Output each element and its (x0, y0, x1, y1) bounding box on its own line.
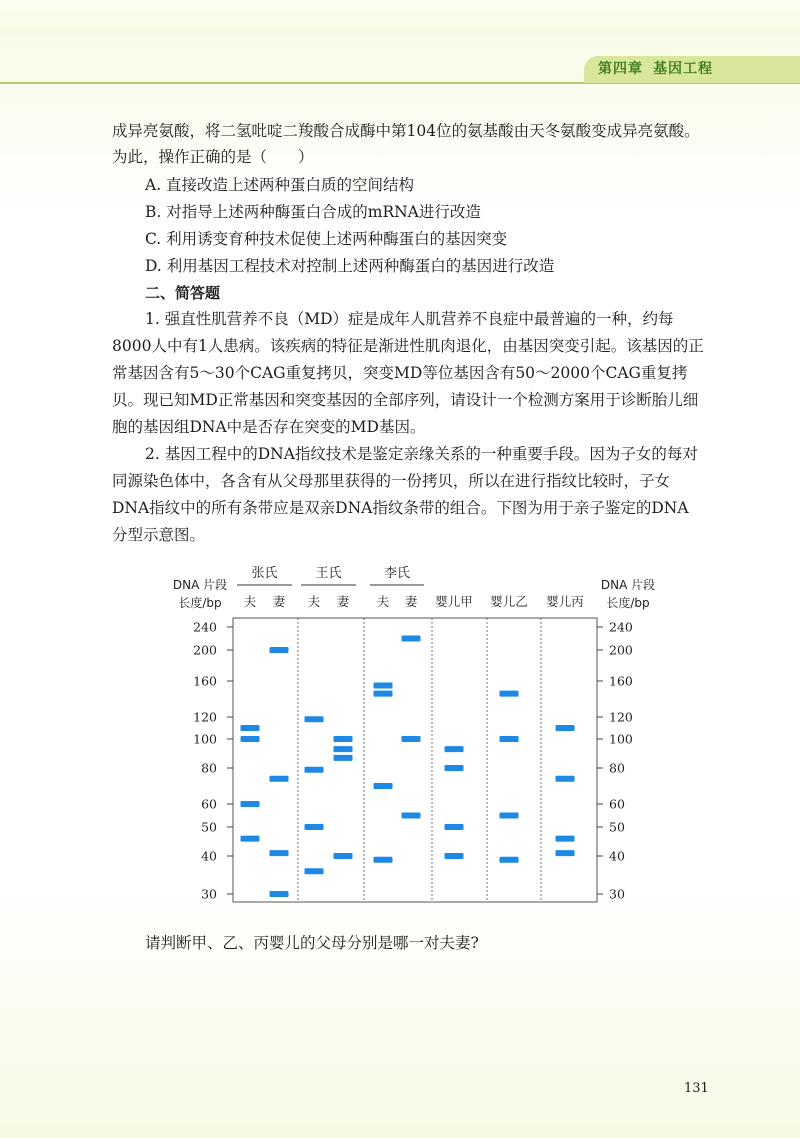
q1-line: 8000人中有1人患病。该疾病的特征是渐进性肌肉退化，由基因突变引起。该基因的正 (112, 337, 704, 355)
family-label: 王氏 (315, 566, 342, 581)
option-a: A. 直接改造上述两种蛋白质的空间结构 (145, 176, 415, 194)
dna-band (402, 813, 421, 819)
tick-label-left: 40 (201, 848, 217, 864)
family-label: 李氏 (383, 566, 411, 581)
lane-label: 婴儿乙 (490, 594, 528, 609)
tick-label-right: 40 (609, 848, 625, 864)
tick-label-left: 30 (201, 886, 217, 902)
lane-label: 婴儿丙 (546, 594, 584, 609)
question-line-2: 为此，操作正确的是（ ） (112, 148, 314, 166)
dna-band (374, 691, 393, 697)
dna-band (500, 813, 519, 819)
tick-label-right: 160 (609, 673, 633, 689)
tick-label-left: 100 (193, 731, 217, 747)
dna-band (334, 853, 353, 859)
option-d: D. 利用基因工程技术对控制上述两种酶蛋白的基因进行改造 (145, 257, 555, 275)
tick-label-right: 200 (609, 642, 633, 658)
dna-band (305, 868, 324, 874)
tick-label-left: 160 (193, 673, 217, 689)
tick-label-right: 50 (609, 819, 625, 835)
chapter-title: 基因工程 (653, 61, 713, 77)
dna-band (270, 647, 289, 653)
tick-label-right: 240 (609, 619, 633, 635)
gel-diagram (0, 560, 800, 920)
gel-frame (233, 618, 597, 902)
chapter-number: 第四章 (598, 61, 643, 77)
dna-band (241, 725, 260, 731)
tick-label-right: 80 (609, 760, 625, 776)
dna-band (445, 765, 464, 771)
dna-band (305, 716, 324, 722)
dna-band (374, 783, 393, 789)
q2-line: 分型示意图。 (112, 526, 206, 544)
dna-band (270, 776, 289, 782)
dna-band (241, 801, 260, 807)
axis-label-right: DNA 片段 (600, 578, 656, 592)
q2-line: 2. 基因工程中的DNA指纹技术是鉴定亲缘关系的一种重要手段。因为子女的每对 (145, 445, 698, 463)
dna-band (556, 850, 575, 856)
tick-label-left: 120 (193, 709, 217, 725)
tick-label-left: 60 (201, 796, 217, 812)
q2-line: DNA指纹中的所有条带应是双亲DNA指纹条带的组合。下图为用于亲子鉴定的DNA (112, 499, 689, 517)
section-title: 二、简答题 (145, 284, 221, 302)
dna-band (500, 691, 519, 697)
option-b: B. 对指导上述两种酶蛋白合成的mRNA进行改造 (145, 203, 481, 221)
q1-line: 胞的基因组DNA中是否存在突变的MD基因。 (112, 418, 426, 436)
q1-line: 贝。现已知MD正常基因和突变基因的全部序列，请设计一个检测方案用于诊断胎儿细 (112, 391, 699, 409)
page-number: 131 (684, 1081, 709, 1096)
dna-band (374, 857, 393, 863)
lane-label: 夫 (376, 594, 390, 609)
tick-label-right: 100 (609, 731, 633, 747)
family-label: 张氏 (251, 566, 278, 581)
lane-label: 婴儿甲 (435, 594, 473, 609)
dna-band (445, 824, 464, 830)
dna-band (270, 891, 289, 897)
dna-band (445, 746, 464, 752)
q2-question: 请判断甲、乙、丙婴儿的父母分别是哪一对夫妻? (145, 934, 479, 952)
dna-band (334, 746, 353, 752)
dna-band (445, 853, 464, 859)
dna-band (305, 824, 324, 830)
axis-label-left: DNA 片段 (172, 578, 228, 592)
dna-band (374, 683, 393, 689)
q1-line: 1. 强直性肌营养不良（MD）症是成年人肌营养不良症中最普遍的一种，约每 (145, 310, 674, 328)
tick-label-right: 30 (609, 886, 625, 902)
dna-band (334, 736, 353, 742)
dna-band (402, 736, 421, 742)
dna-band (500, 736, 519, 742)
dna-band (305, 767, 324, 773)
tick-label-right: 120 (609, 709, 633, 725)
dna-band (500, 857, 519, 863)
dna-band (241, 836, 260, 842)
dna-band (334, 755, 353, 761)
lane-label: 妻 (336, 594, 350, 609)
lane-label: 夫 (307, 594, 321, 609)
tick-label-left: 50 (201, 819, 217, 835)
dna-band (402, 636, 421, 642)
tick-label-left: 200 (193, 642, 217, 658)
chapter-tag (584, 56, 800, 83)
tick-label-left: 80 (201, 760, 217, 776)
tick-label-left: 240 (193, 619, 217, 635)
axis-label-left: 长度/bp (178, 596, 222, 610)
option-c: C. 利用诱变育种技术促使上述两种酶蛋白的基因突变 (145, 230, 508, 248)
lane-label: 妻 (272, 594, 286, 609)
q2-line: 同源染色体中，各含有从父母那里获得的一份拷贝，所以在进行指纹比较时，子女 (112, 472, 671, 490)
q1-line: 常基因含有5～30个CAG重复拷贝，突变MD等位基因含有50～2000个CAG重复拷 (112, 364, 688, 382)
dna-band (556, 776, 575, 782)
lane-label: 妻 (404, 594, 418, 609)
dna-band (241, 736, 260, 742)
axis-label-right: 长度/bp (606, 596, 650, 610)
lane-label: 夫 (243, 594, 257, 609)
dna-fingerprint-figure (0, 560, 800, 920)
tick-label-right: 60 (609, 796, 625, 812)
question-line-1: 成异亮氨酸，将二氢吡啶二羧酸合成酶中第104位的氨基酸由天冬氨酸变成异亮氨酸。 (112, 122, 700, 140)
dna-band (270, 850, 289, 856)
dna-band (556, 725, 575, 731)
dna-band (556, 836, 575, 842)
